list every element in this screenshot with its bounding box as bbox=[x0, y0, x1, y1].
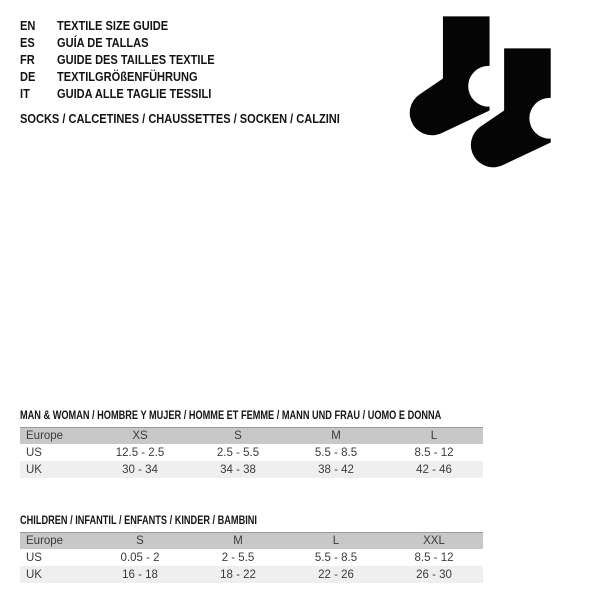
table-header-row bbox=[20, 533, 483, 550]
row-label-uk: UK bbox=[20, 566, 91, 583]
man-woman-table-title-text: MAN & WOMAN / HOMBRE Y MUJER / HOMME ET FEMME / MANN UND FRAU / UOMO E DONNA bbox=[20, 410, 442, 422]
column-header-l: L bbox=[385, 428, 483, 445]
language-row-de bbox=[20, 68, 242, 85]
column-header-s: S bbox=[91, 533, 189, 550]
language-label: GUIDA ALLE TAGLIE TESSILI bbox=[57, 86, 212, 101]
column-header-europe: Europe bbox=[20, 428, 91, 445]
table-row-uk bbox=[20, 461, 483, 478]
size-cell: 26 - 30 bbox=[385, 566, 483, 583]
man-woman-section bbox=[20, 409, 483, 478]
size-cell: 12.5 - 2.5 bbox=[115, 446, 165, 459]
language-label: TEXTILGRÖßENFÜHRUNG bbox=[57, 69, 198, 84]
children-size-table bbox=[20, 532, 483, 583]
size-cell: 2.5 - 5.5 bbox=[216, 446, 260, 459]
man-woman-size-table bbox=[20, 427, 483, 478]
size-cell: 5.5 - 8.5 bbox=[314, 446, 358, 459]
language-list bbox=[20, 17, 242, 102]
language-label: TEXTILE SIZE GUIDE bbox=[57, 18, 169, 33]
size-cell: 42 - 46 bbox=[385, 461, 483, 478]
language-code: ES bbox=[20, 35, 35, 50]
size-cell: 30 - 34 bbox=[91, 461, 189, 478]
language-code: FR bbox=[20, 52, 35, 67]
language-row-es bbox=[20, 34, 242, 51]
size-cell: 34 - 38 bbox=[189, 461, 287, 478]
category-title bbox=[20, 110, 396, 127]
row-label-us: US bbox=[26, 551, 42, 564]
row-label-us: US bbox=[26, 446, 42, 459]
language-code: EN bbox=[20, 18, 36, 33]
language-row-fr bbox=[20, 51, 242, 68]
size-cell: 8.5 - 12 bbox=[414, 551, 454, 564]
language-label: GUIDE DES TAILLES TEXTILE bbox=[57, 52, 215, 67]
table-row-uk bbox=[20, 566, 483, 583]
size-cell: 0.05 - 2 bbox=[120, 551, 160, 564]
column-header-xs: XS bbox=[91, 428, 189, 445]
table-row-us bbox=[20, 444, 483, 461]
children-table-title bbox=[20, 514, 483, 528]
language-row-it bbox=[20, 85, 242, 102]
column-header-s: S bbox=[189, 428, 287, 445]
row-label-uk: UK bbox=[20, 461, 91, 478]
socks-icon bbox=[408, 16, 575, 172]
size-cell: 8.5 - 12 bbox=[414, 446, 454, 459]
category-title-text: SOCKS / CALCETINES / CHAUSSETTES / SOCKEN / CALZINI bbox=[20, 111, 340, 126]
column-header-m: M bbox=[287, 428, 385, 445]
size-cell: 16 - 18 bbox=[91, 566, 189, 583]
language-code: DE bbox=[20, 69, 36, 84]
size-cell: 5.5 - 8.5 bbox=[314, 551, 358, 564]
column-header-m: M bbox=[189, 533, 287, 550]
size-cell: 22 - 26 bbox=[287, 566, 385, 583]
children-table-title-text: CHILDREN / INFANTIL / ENFANTS / KINDER / BAMBINI bbox=[20, 515, 257, 527]
column-header-l: L bbox=[287, 533, 385, 550]
column-header-europe: Europe bbox=[20, 533, 91, 550]
language-row-en bbox=[20, 17, 242, 34]
table-row-us bbox=[20, 549, 483, 566]
size-cell: 18 - 22 bbox=[189, 566, 287, 583]
language-code: IT bbox=[20, 86, 30, 101]
children-section bbox=[20, 514, 483, 583]
table-header-row bbox=[20, 428, 483, 445]
size-cell: 2 - 5.5 bbox=[221, 551, 255, 564]
column-header-xxl: XXL bbox=[385, 533, 483, 550]
language-label: GUÍA DE TALLAS bbox=[57, 35, 149, 50]
size-cell: 38 - 42 bbox=[287, 461, 385, 478]
man-woman-table-title bbox=[20, 409, 483, 423]
